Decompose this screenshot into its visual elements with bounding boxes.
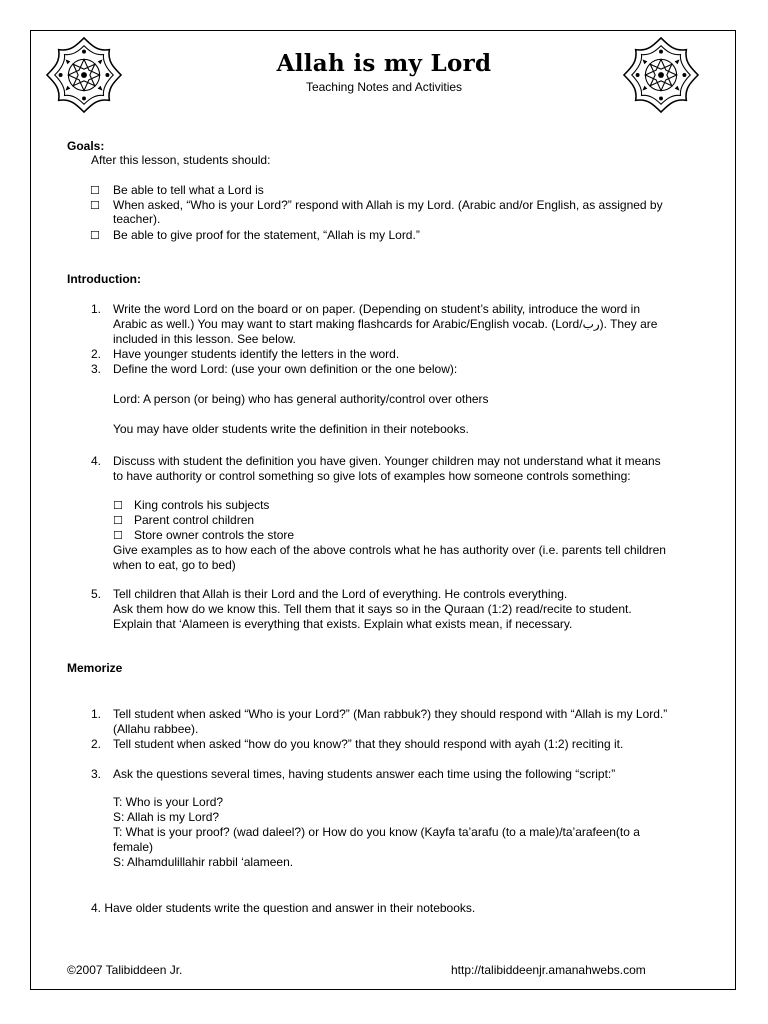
memorize-item-4: 4. Have older students write the question and answer in their notebooks. [91, 901, 476, 915]
intro-item-2: Have younger students identify the letters in the word. [113, 347, 400, 361]
checkbox-icon: ☐ [113, 529, 123, 542]
checkbox-icon: ☐ [90, 184, 100, 197]
page-subtitle: Teaching Notes and Activities [305, 80, 463, 94]
goal-item-continued: teacher). [113, 212, 161, 226]
examples-note-line: Give examples as to how each of the above controls what he has authority over (i.e. parents tell children [113, 543, 666, 557]
intro-item-5-line: Tell children that Allah is their Lord and the Lord of everything. He controls everything. [113, 587, 568, 601]
script-line: S: Allah is my Lord? [113, 810, 220, 824]
intro-item-1-line: included in this lesson. See below. [113, 332, 296, 346]
introduction-heading: Introduction: [67, 272, 141, 286]
footer-copyright: ©2007 Talibiddeen Jr. [67, 963, 183, 977]
list-number: 2. [91, 737, 102, 751]
page-title: Allah is my Lord [276, 50, 492, 77]
goal-item: Be able to tell what a Lord is [113, 183, 264, 197]
checkbox-icon: ☐ [90, 199, 100, 212]
checkbox-icon: ☐ [113, 514, 123, 527]
intro-item-4-line: Discuss with student the definition you have given. Younger children may not understand what it means [113, 454, 661, 468]
lord-definition: Lord: A person (or being) who has general authority/control over others [113, 392, 489, 406]
list-number: 2. [91, 347, 102, 361]
intro-item-1-line: Arabic as well.) You may want to start making flashcards for Arabic/English vocab. (Lord/رب). They are [113, 317, 658, 331]
intro-item-5-line: Explain that ‘Alameen is everything that exists. Explain what exists mean, if necessary. [113, 617, 573, 631]
checkbox-icon: ☐ [113, 499, 123, 512]
list-number: 4. [91, 454, 102, 468]
list-number: 3. [91, 767, 102, 781]
memorize-heading: Memorize [67, 661, 123, 675]
list-number: 3. [91, 362, 102, 376]
list-number: 1. [91, 707, 102, 721]
script-line: T: Who is your Lord? [113, 795, 224, 809]
example-item: King controls his subjects [134, 498, 270, 512]
memorize-item-1-line: (Allahu rabbee). [113, 722, 199, 736]
examples-note-line: when to eat, go to bed) [113, 558, 236, 572]
intro-item-4-line: to have authority or control something so give lots of examples how someone controls something: [113, 469, 631, 483]
example-item: Store owner controls the store [134, 528, 295, 542]
notebook-note: You may have older students write the definition in their notebooks. [113, 422, 469, 436]
intro-item-3: Define the word Lord: (use your own definition or the one below): [113, 362, 458, 376]
list-number: 1. [91, 302, 102, 316]
goal-item: When asked, “Who is your Lord?” respond with Allah is my Lord. (Arabic and/or English, as assigned by [113, 198, 663, 212]
memorize-item-3: Ask the questions several times, having students answer each time using the following “script:” [113, 767, 616, 781]
goal-item: Be able to give proof for the statement, “Allah is my Lord.” [113, 228, 420, 242]
goals-heading: Goals: [67, 139, 105, 153]
memorize-item-2: Tell student when asked “how do you know?” that they should respond with ayah (1:2) reciting it. [113, 737, 624, 751]
footer-url[interactable]: http://talibiddeenjr.amanahwebs.com [451, 963, 646, 977]
memorize-item-1-line: Tell student when asked “Who is your Lord?” (Man rabbuk?) they should respond with “Allah is my Lord.” [113, 707, 668, 721]
checkbox-icon: ☐ [90, 229, 100, 242]
goals-intro: After this lesson, students should: [91, 153, 271, 167]
intro-item-1-line: Write the word Lord on the board or on paper. (Depending on student’s ability, introduce the word in [113, 302, 640, 316]
script-line: T: What is your proof? (wad daleel?) or How do you know (Kayfa ta’arafu (to a male)/ta’arafeen(to a [113, 825, 640, 839]
example-item: Parent control children [134, 513, 255, 527]
script-line: S: Alhamdulillahir rabbil ‘alameen. [113, 855, 294, 869]
intro-item-5-line: Ask them how do we know this. Tell them that it says so in the Quraan (1:2) read/recite to student. [113, 602, 632, 616]
list-number: 5. [91, 587, 102, 601]
script-line: female) [113, 840, 154, 854]
